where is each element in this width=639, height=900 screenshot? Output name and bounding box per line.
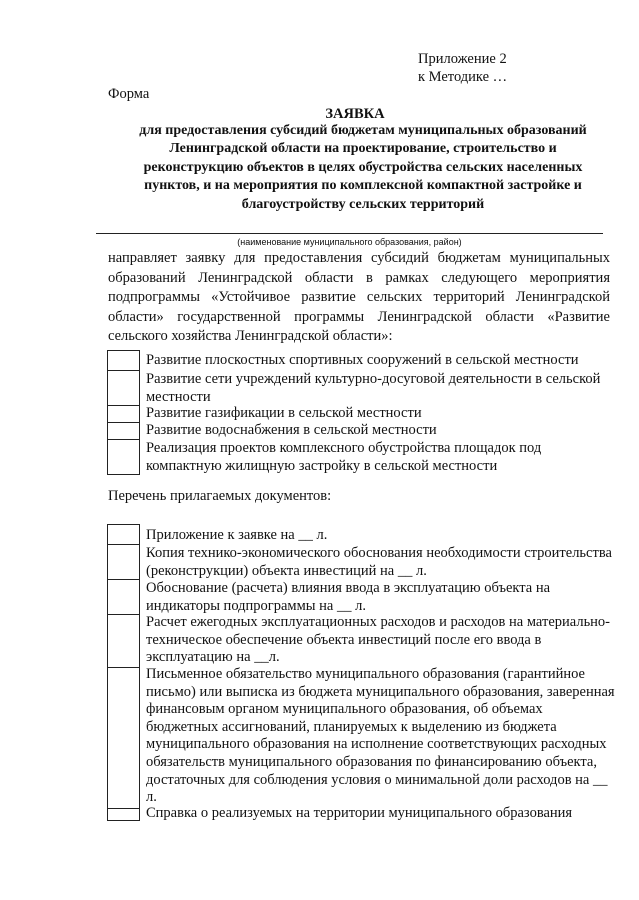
document-item: Копия технико-экономического обоснования необходимости строительства (реконструкции) объекта инвестиций на __ л. xyxy=(146,545,612,579)
document-checkbox[interactable] xyxy=(108,545,139,580)
activity-checkbox[interactable] xyxy=(108,406,139,423)
document-item: Расчет ежегодных эксплуатационных расходов и расходов на материально-техническое обеспечение объекта инвестиций после его ввода в эксплуатацию на __л. xyxy=(146,614,611,666)
activity-checkbox[interactable] xyxy=(108,423,139,440)
appendix-line-1: Приложение 2 xyxy=(418,51,507,67)
document-checkbox[interactable] xyxy=(108,615,139,668)
documents-checkbox-column xyxy=(107,524,140,821)
document-checkbox[interactable] xyxy=(108,580,139,615)
activity-item: Развитие газификации в сельской местности xyxy=(146,405,422,421)
activities-checkbox-column xyxy=(107,350,140,475)
documents-list-title: Перечень прилагаемых документов: xyxy=(108,488,332,504)
document-title: ЗАЯВКА xyxy=(325,106,385,122)
document-item: Приложение к заявке на __ л. xyxy=(146,527,328,543)
document-subtitle: для предоставления субсидий бюджетам муниципальных образований Ленинградской области на проектирование, строительство и реконструкцию объектов в целях обустройства сельских населенных пунктов, и на мероприятия по комплексной компактной застройке и благоустройству сельских территорий xyxy=(139,123,587,212)
activity-checkbox[interactable] xyxy=(108,440,139,474)
intro-paragraph: направляет заявку для предоставления субсидий бюджетам муниципальных образований Ленинградской области в рамках следующего мероприятия подпрограммы «Устойчивое развитие сельских территорий Ленинградской области» государственной программы Ленинградской области «Развитие сельского хозяйства Ленинградской области»: xyxy=(108,250,610,345)
activity-checkbox[interactable] xyxy=(108,351,139,371)
document-item: Обоснование (расчета) влияния ввода в эксплуатацию объекта на индикаторы подпрограммы на __ л. xyxy=(146,580,551,614)
municipality-name-caption: (наименование муниципального образования, район) xyxy=(237,237,462,247)
document-item: Справка о реализуемых на территории муниципального образования xyxy=(146,805,573,821)
document-checkbox[interactable] xyxy=(108,809,139,822)
appendix-note xyxy=(418,50,507,86)
municipality-name-field[interactable] xyxy=(96,233,603,234)
document-checkbox[interactable] xyxy=(108,668,139,809)
activity-item: Развитие сети учреждений культурно-досуговой деятельности в сельской местности xyxy=(146,371,601,405)
form-label: Форма xyxy=(108,86,150,102)
activity-checkbox[interactable] xyxy=(108,371,139,406)
activity-item: Реализация проектов комплексного обустройства площадок под компактную жилищную застройку в сельской местности xyxy=(146,440,542,474)
activity-item: Развитие водоснабжения в сельской местности xyxy=(146,422,437,438)
appendix-line-2: к Методике … xyxy=(418,69,508,85)
document-item: Письменное обязательство муниципального образования (гарантийное письмо) или выписка из бюджета муниципального образования, заверенная финансовым органом муниципального образования, об объемах бюджетных ассигнований, планируемых к выделению из бюджета муниципального образования на исполнение соответствующих расходных обязательств муниципального образования по финансированию объекта, достаточных для соблюдения условия о минимальной доли расходов на __ л. xyxy=(146,666,615,806)
document-checkbox[interactable] xyxy=(108,525,139,545)
activity-item: Развитие плоскостных спортивных сооружений в сельской местности xyxy=(146,352,579,368)
